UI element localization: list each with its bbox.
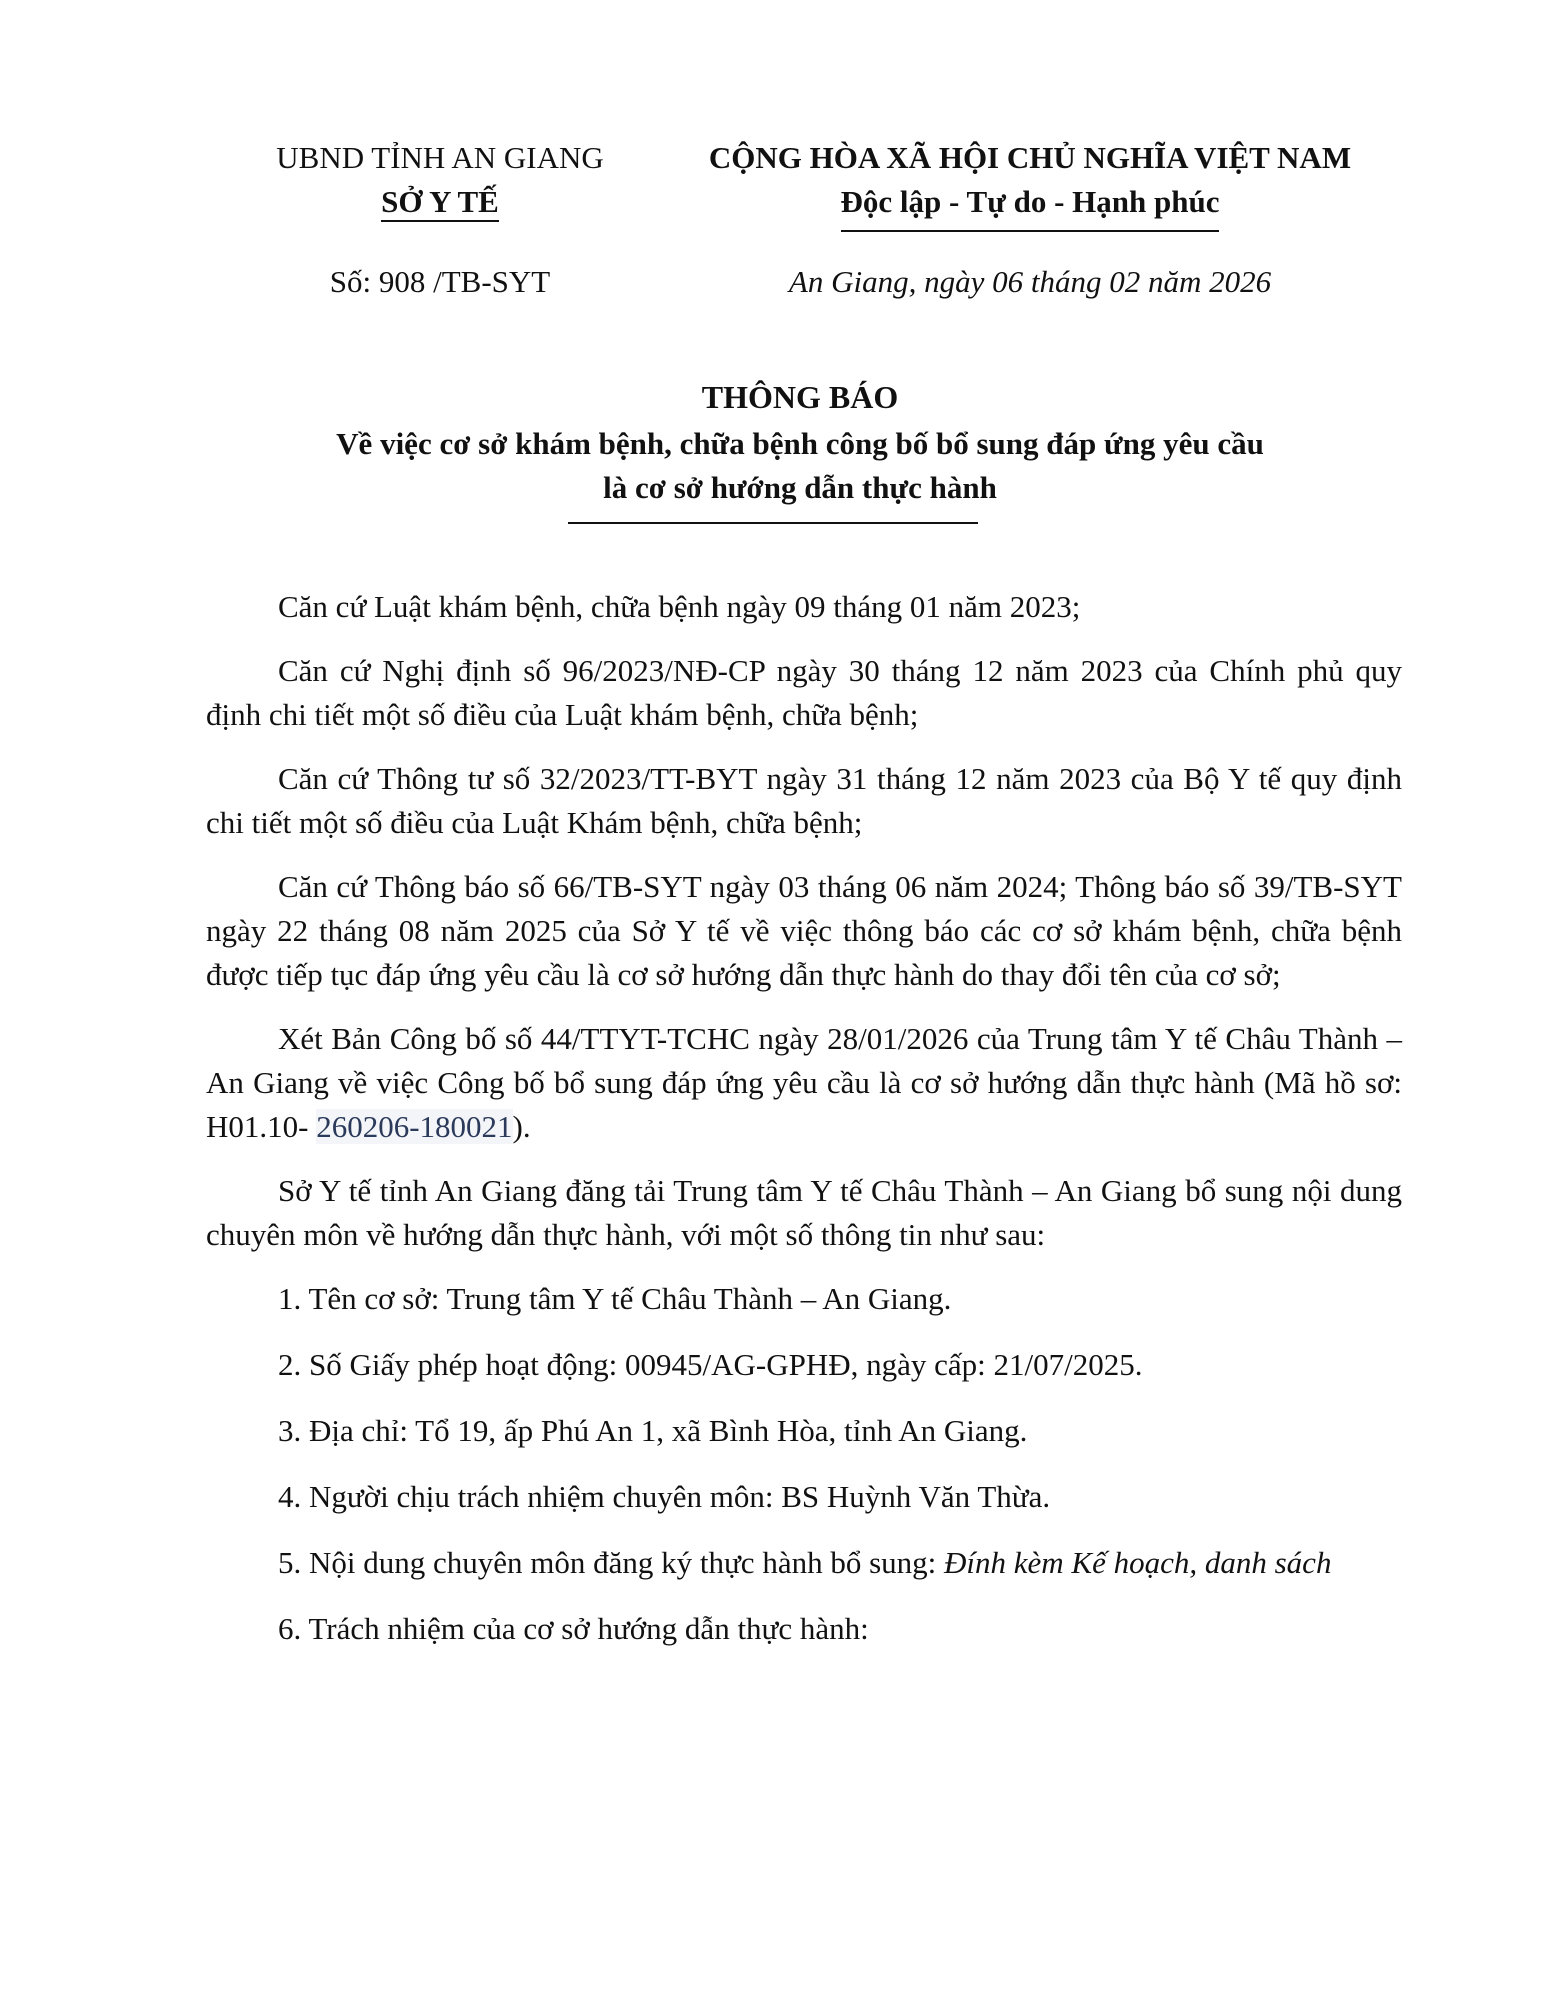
document-body xyxy=(206,585,1402,1673)
document-title: THÔNG BÁO xyxy=(701,379,899,415)
attachment-reference: Đính kèm Kế hoạch, danh sách xyxy=(944,1545,1332,1580)
list-item-content-label: 5. Nội dung chuyên môn đăng ký thực hành bổ sung: xyxy=(278,1545,945,1580)
issuing-authority: UBND TỈNH AN GIANG xyxy=(276,140,604,175)
paragraph-legal-basis-1: Căn cứ Luật khám bệnh, chữa bệnh ngày 09 tháng 01 năm 2023; xyxy=(278,589,1081,624)
list-item-responsible-person: 4. Người chịu trách nhiệm chuyên môn: BS Huỳnh Văn Thừa. xyxy=(278,1479,1051,1514)
dossier-code: 260206-180021 xyxy=(316,1109,513,1144)
subject-line-1: Về việc cơ sở khám bệnh, chữa bệnh công bố bổ sung đáp ứng yêu cầu xyxy=(336,426,1264,461)
paragraph-legal-basis-4: Căn cứ Thông báo số 66/TB-SYT ngày 03 tháng 06 năm 2024; Thông báo số 39/TB-SYT ngày 22 tháng 08 năm 2025 của Sở Y tế về việc thông báo các cơ sở khám bệnh, chữa bệnh được tiếp tục đáp ứng yêu cầu là cơ sở hướng dẫn thực hành do thay đổi tên của cơ sở; xyxy=(206,869,1402,992)
list-item-address: 3. Địa chỉ: Tổ 19, ấp Phú An 1, xã Bình Hòa, tỉnh An Giang. xyxy=(278,1413,1028,1448)
paragraph-consideration-end: ). xyxy=(512,1109,531,1144)
national-motto: Độc lập - Tự do - Hạnh phúc xyxy=(841,180,1220,224)
list-item-responsibilities: 6. Trách nhiệm của cơ sở hướng dẫn thực hành: xyxy=(278,1611,869,1646)
title-underline xyxy=(568,522,978,524)
subject-line-2: là cơ sở hướng dẫn thực hành xyxy=(603,470,997,505)
title-block xyxy=(200,372,1400,510)
paragraph-legal-basis-2: Căn cứ Nghị định số 96/2023/NĐ-CP ngày 30 tháng 12 năm 2023 của Chính phủ quy định chi tiết một số điều của Luật khám bệnh, chữa bệnh; xyxy=(206,653,1402,732)
paragraph-announcement: Sở Y tế tỉnh An Giang đăng tải Trung tâm Y tế Châu Thành – An Giang bổ sung nội dung chuyên môn về hướng dẫn thực hành, với một số thông tin như sau: xyxy=(206,1173,1402,1252)
national-header xyxy=(655,136,1405,304)
list-item-facility-name: 1. Tên cơ sở: Trung tâm Y tế Châu Thành – An Giang. xyxy=(278,1281,952,1316)
list-item-content xyxy=(206,1541,1402,1585)
document-date: An Giang, ngày 06 tháng 02 năm 2026 xyxy=(788,264,1272,299)
national-name: CỘNG HÒA XÃ HỘI CHỦ NGHĨA VIỆT NAM xyxy=(708,140,1352,175)
issuing-department: SỞ Y TẾ xyxy=(381,180,499,224)
paragraph-legal-basis-3: Căn cứ Thông tư số 32/2023/TT-BYT ngày 31 tháng 12 năm 2023 của Bộ Y tế quy định chi tiết một số điều của Luật Khám bệnh, chữa bệnh; xyxy=(206,761,1402,840)
list-item-license: 2. Số Giấy phép hoạt động: 00945/AG-GPHĐ, ngày cấp: 21/07/2025. xyxy=(278,1347,1143,1382)
issuer-header xyxy=(235,136,645,304)
paragraph-consideration xyxy=(206,1017,1402,1149)
document-number: Số: 908 /TB-SYT xyxy=(329,264,551,299)
paragraph-consideration-text: Xét Bản Công bố số 44/TTYT-TCHC ngày 28/01/2026 của Trung tâm Y tế Châu Thành – An Giang về việc Công bố bổ sung đáp ứng yêu cầu là cơ sở hướng dẫn thực hành (Mã hồ sơ: H01.10- xyxy=(206,1021,1402,1144)
